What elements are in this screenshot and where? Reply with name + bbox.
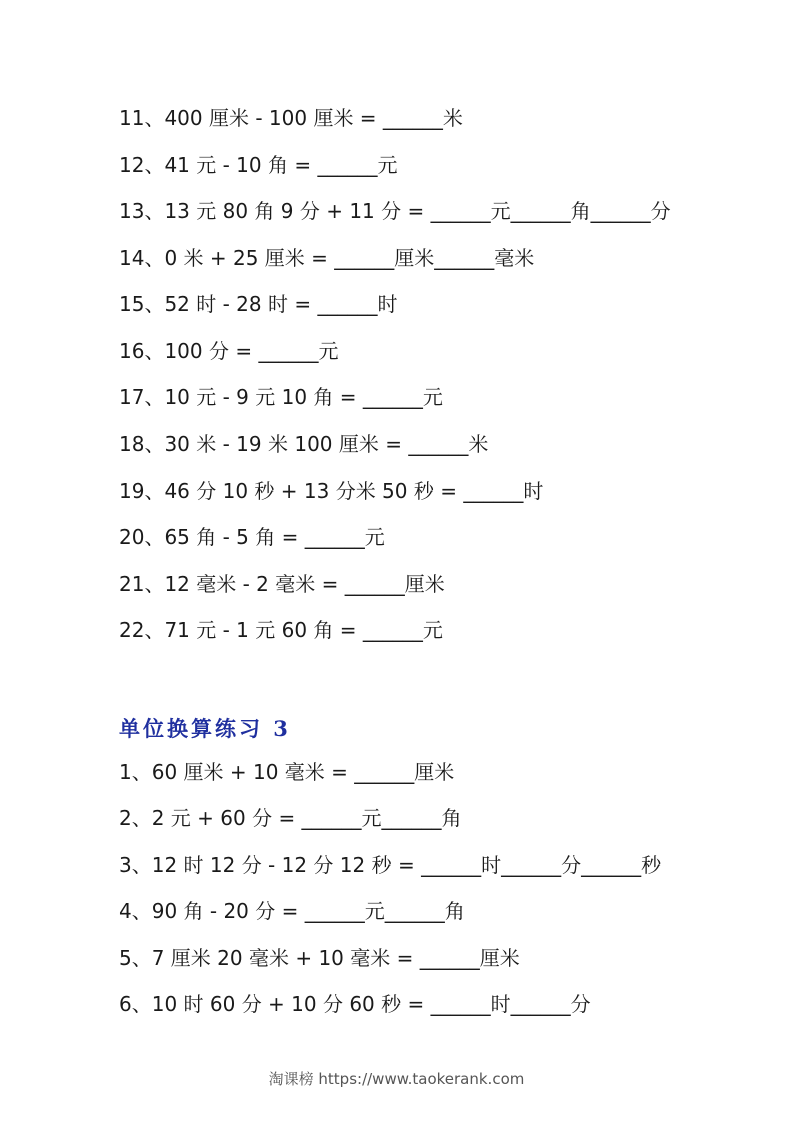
problem-4: 4、90 角 - 20 分 = ______元______角: [119, 899, 465, 923]
problem-1: 1、60 厘米 + 10 毫米 = ______厘米: [119, 760, 455, 784]
problem-18: 18、30 米 - 19 米 100 厘米 = ______米: [119, 432, 489, 456]
problem-5: 5、7 厘米 20 毫米 + 10 毫米 = ______厘米: [119, 946, 520, 970]
problem-14: 14、0 米 + 25 厘米 = ______厘米______毫米: [119, 246, 535, 270]
problem-16: 16、100 分 = ______元: [119, 339, 339, 363]
problem-19: 19、46 分 10 秒 + 13 分米 50 秒 = ______时: [119, 479, 544, 503]
problem-6: 6、10 时 60 分 + 10 分 60 秒 = ______时______分: [119, 992, 591, 1016]
problem-13: 13、13 元 80 角 9 分 + 11 分 = ______元______角______分: [119, 199, 671, 223]
problem-20: 20、65 角 - 5 角 = ______元: [119, 525, 385, 549]
problem-15: 15、52 时 - 28 时 = ______时: [119, 292, 398, 316]
problem-12: 12、41 元 - 10 角 = ______元: [119, 153, 398, 177]
problem-3: 3、12 时 12 分 - 12 分 12 秒 = ______时______分______秒: [119, 853, 662, 877]
problem-11: 11、400 厘米 - 100 厘米 = ______米: [119, 106, 463, 130]
problem-2: 2、2 元 + 60 分 = ______元______角: [119, 806, 462, 830]
section-title: 单位换算练习 3: [119, 716, 291, 741]
problem-17: 17、10 元 - 9 元 10 角 = ______元: [119, 385, 443, 409]
problem-21: 21、12 毫米 - 2 毫米 = ______厘米: [119, 572, 445, 596]
footer-watermark: 淘课榜 https://www.taokerank.com: [268, 1070, 525, 1088]
problem-22: 22、71 元 - 1 元 60 角 = ______元: [119, 618, 443, 642]
